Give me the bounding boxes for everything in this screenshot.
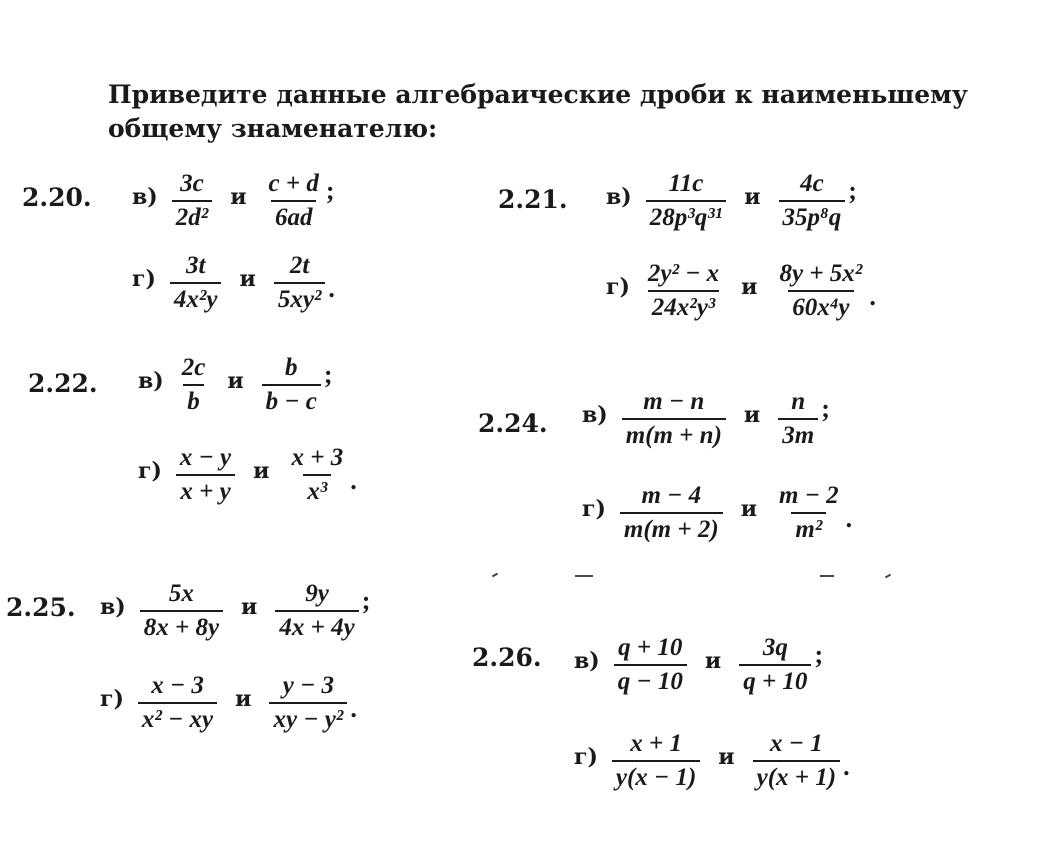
item-label: в) bbox=[132, 184, 158, 210]
denominator: q + 10 bbox=[739, 664, 811, 696]
numerator: b bbox=[285, 354, 298, 381]
conjunction: и bbox=[235, 686, 252, 712]
item-label: г) bbox=[132, 266, 156, 292]
punctuation: ; bbox=[323, 360, 333, 389]
fraction bbox=[779, 170, 846, 232]
fraction bbox=[275, 580, 358, 642]
denominator: 4x²y bbox=[170, 282, 222, 314]
numerator: 2c bbox=[181, 354, 206, 381]
denominator: m(m + 2) bbox=[620, 512, 723, 544]
conjunction: и bbox=[241, 594, 258, 620]
fraction bbox=[775, 482, 843, 544]
numerator: n bbox=[791, 388, 806, 415]
denominator: 60x⁴y bbox=[788, 290, 853, 322]
exercise-2-21-g bbox=[606, 260, 876, 322]
fraction bbox=[614, 634, 687, 696]
numerator: 5x bbox=[168, 580, 194, 607]
denominator: 6ad bbox=[271, 200, 317, 232]
numerator: 8y + 5x² bbox=[779, 260, 863, 287]
conjunction: и bbox=[718, 744, 735, 770]
numerator: m − 2 bbox=[779, 482, 839, 509]
punctuation: . bbox=[843, 752, 850, 781]
instruction-heading bbox=[108, 78, 1008, 146]
punctuation: ; bbox=[325, 176, 335, 205]
numerator: 3c bbox=[180, 170, 204, 197]
fraction bbox=[140, 580, 223, 642]
item-label: г) bbox=[582, 496, 606, 522]
numerator: m − n bbox=[643, 388, 705, 415]
punctuation: . bbox=[845, 504, 853, 533]
denominator: 3m bbox=[778, 418, 818, 450]
exercise-2-26-v bbox=[574, 634, 823, 696]
item-label: г) bbox=[138, 458, 162, 484]
denominator: y(x − 1) bbox=[612, 760, 700, 792]
scan-artifact bbox=[885, 574, 891, 579]
numerator: x − 3 bbox=[151, 672, 204, 699]
numerator: x − y bbox=[179, 444, 232, 471]
denominator: 4x + 4y bbox=[275, 610, 358, 642]
exercise-2-21-v bbox=[606, 170, 857, 232]
conjunction: и bbox=[230, 184, 247, 210]
exercise-number-2-20: 2.20. bbox=[22, 183, 92, 212]
conjunction: и bbox=[741, 274, 758, 300]
exercise-number-2-26: 2.26. bbox=[472, 643, 542, 672]
numerator: 2y² − x bbox=[647, 260, 720, 287]
exercise-2-24-v bbox=[582, 388, 830, 450]
denominator: 2d² bbox=[172, 200, 213, 232]
fraction bbox=[646, 170, 727, 232]
instruction-line-1: Приведите данные алгебраические дроби к наименьшему bbox=[108, 80, 968, 109]
fraction bbox=[620, 482, 723, 544]
punctuation: . bbox=[328, 274, 335, 303]
numerator: c + d bbox=[268, 170, 319, 197]
exercise-2-22-g bbox=[138, 444, 357, 506]
item-label: в) bbox=[574, 648, 600, 674]
exercise-2-20-g bbox=[132, 252, 335, 314]
denominator: 28p³q³¹ bbox=[646, 200, 727, 232]
fraction bbox=[775, 260, 866, 322]
conjunction: и bbox=[253, 458, 270, 484]
punctuation: . bbox=[869, 282, 876, 311]
item-label: г) bbox=[100, 686, 124, 712]
exercise-number-2-25: 2.25. bbox=[6, 593, 76, 622]
exercise-number-2-21: 2.21. bbox=[498, 185, 568, 214]
denominator: m² bbox=[791, 512, 826, 544]
scan-artifact bbox=[575, 575, 593, 577]
denominator: b − c bbox=[262, 384, 321, 416]
fraction bbox=[178, 354, 210, 416]
item-label: в) bbox=[582, 402, 608, 428]
denominator: b bbox=[183, 384, 204, 416]
denominator: 35p⁸q bbox=[779, 200, 846, 232]
fraction bbox=[778, 388, 818, 450]
punctuation: ; bbox=[814, 640, 824, 669]
fraction bbox=[753, 730, 841, 792]
conjunction: и bbox=[704, 648, 722, 674]
scan-artifact bbox=[492, 573, 498, 578]
numerator: 9y bbox=[305, 580, 329, 607]
numerator: 3t bbox=[185, 252, 206, 279]
conjunction: и bbox=[239, 266, 256, 292]
numerator: x + 1 bbox=[630, 730, 682, 757]
numerator: x − 1 bbox=[770, 730, 823, 757]
conjunction: и bbox=[227, 368, 244, 394]
numerator: 2t bbox=[289, 252, 310, 279]
denominator: q − 10 bbox=[614, 664, 687, 696]
scan-artifact bbox=[820, 575, 834, 577]
fraction bbox=[274, 252, 326, 314]
fraction bbox=[176, 444, 235, 506]
fraction bbox=[622, 388, 726, 450]
numerator: q + 10 bbox=[618, 634, 683, 661]
numerator: m − 4 bbox=[641, 482, 702, 509]
numerator: y − 3 bbox=[282, 672, 335, 699]
exercise-2-25-v bbox=[100, 580, 370, 642]
exercise-2-25-g bbox=[100, 672, 357, 734]
fraction bbox=[287, 444, 347, 506]
exercise-2-26-g bbox=[574, 730, 850, 792]
numerator: 3q bbox=[762, 634, 788, 661]
item-label: в) bbox=[138, 368, 164, 394]
exercise-2-20-v bbox=[132, 170, 335, 232]
fraction bbox=[170, 252, 222, 314]
item-label: г) bbox=[574, 744, 598, 770]
conjunction: и bbox=[740, 496, 758, 522]
fraction bbox=[265, 170, 323, 232]
item-label: в) bbox=[606, 184, 632, 210]
item-label: г) bbox=[606, 274, 630, 300]
exercise-2-24-g bbox=[582, 482, 852, 544]
numerator: 4c bbox=[800, 170, 824, 197]
fraction bbox=[138, 672, 217, 734]
denominator: x³ bbox=[303, 474, 331, 506]
denominator: x + y bbox=[176, 474, 234, 506]
fraction bbox=[172, 170, 213, 232]
fraction bbox=[739, 634, 811, 696]
exercise-number-2-24: 2.24. bbox=[478, 409, 548, 438]
conjunction: и bbox=[744, 184, 761, 210]
fraction bbox=[262, 354, 321, 416]
conjunction: и bbox=[743, 402, 761, 428]
punctuation: . bbox=[350, 466, 357, 495]
denominator: 24x²y³ bbox=[648, 290, 720, 322]
fraction bbox=[612, 730, 700, 792]
denominator: xy − y² bbox=[269, 702, 347, 734]
exercise-number-2-22: 2.22. bbox=[28, 369, 98, 398]
denominator: x² − xy bbox=[138, 702, 217, 734]
fraction bbox=[269, 672, 347, 734]
denominator: 8x + 8y bbox=[140, 610, 223, 642]
numerator: x + 3 bbox=[291, 444, 344, 471]
punctuation: ; bbox=[848, 176, 857, 205]
numerator: 11c bbox=[668, 170, 704, 197]
punctuation: ; bbox=[821, 394, 830, 423]
item-label: в) bbox=[100, 594, 126, 620]
punctuation: . bbox=[350, 694, 357, 723]
denominator: 5xy² bbox=[274, 282, 326, 314]
denominator: y(x + 1) bbox=[753, 760, 841, 792]
denominator: m(m + n) bbox=[622, 418, 726, 450]
fraction bbox=[644, 260, 723, 322]
instruction-line-2: общему знаменателю: bbox=[108, 114, 438, 143]
exercise-2-22-v bbox=[138, 354, 333, 416]
punctuation: ; bbox=[361, 586, 371, 615]
